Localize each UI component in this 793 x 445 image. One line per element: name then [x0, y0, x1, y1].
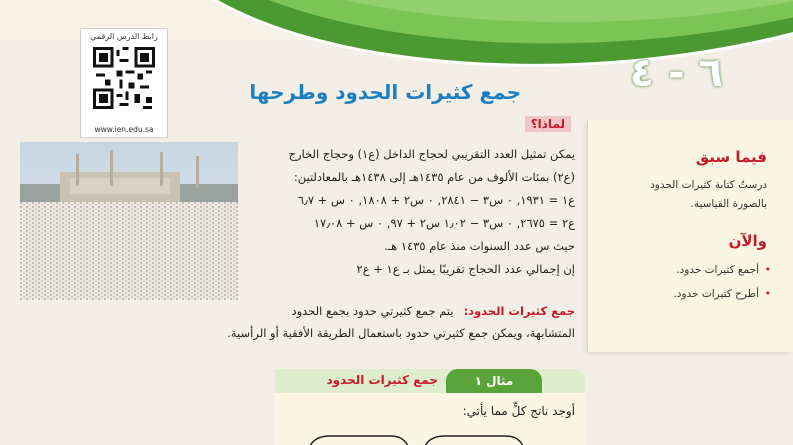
- lesson-number: ٦ - ٤: [629, 50, 723, 96]
- now-list: [673, 258, 773, 306]
- intro-text: [230, 143, 575, 281]
- before-text: درستُ كتابة كثيرات الحدود بالصورة القياسية.: [650, 179, 767, 210]
- objectives-panel: [587, 120, 793, 352]
- intro-line-2: (ع٢) بمئات الألوف من عام ١٤٣٥هـ إلى ١٤٣٨هـ بالمعادلتين:: [293, 170, 575, 184]
- sum-definition: [5, 300, 575, 344]
- where-text: حيث س عدد السنوات منذ عام ١٤٣٥ هـ.: [384, 239, 575, 253]
- qr-card[interactable]: [80, 28, 168, 138]
- intro-line-1: يمكن تمثيل العدد التقريبي لحجاج الداخل (ع١) وحجاج الخارج: [288, 147, 575, 161]
- example-title: جمع كثيرات الحدود: [326, 373, 438, 387]
- before-heading: فيما سبق: [695, 148, 767, 166]
- example-tab: [446, 369, 542, 393]
- sum-term: جمع كثيرات الحدود:: [463, 304, 575, 318]
- why-label-text: لماذا؟: [525, 116, 571, 132]
- equation-1: ع١ = ١٩٣١, ٠ س٣ − ٢٨٤١, ٠ س٢ + ١٨٠٨, ٠ س + ٦٫٧: [297, 193, 575, 207]
- now-heading: والآن: [728, 232, 767, 250]
- total-text: إن إجمالي عدد الحجاج تقريبًا يمثل بـ ع١ + ع٢: [356, 262, 575, 276]
- hajj-photo: [20, 142, 238, 300]
- equation-2: ع٢ = ٢٦٧٥, ٠ س٣ − ١٫٠٢ س٢ + ٩٧, ٠ س + ١٧٫٠٨: [313, 216, 575, 230]
- why-label: [525, 113, 571, 132]
- sum-text-2: المتشابهة، ويمكن جمع كثيرتي حدود باستعمال الطريقة الأفقية أو الرأسية.: [227, 326, 575, 340]
- example-question: أوجد ناتج كلٍّ مما يأتي:: [462, 404, 575, 418]
- example-tab-label: مثال ١: [474, 374, 514, 388]
- qr-code-icon: [93, 47, 155, 109]
- now-item: • أجمع كثيرات حدود.: [673, 258, 759, 282]
- qr-label: رابط الدرس الرقمي: [90, 32, 158, 41]
- lesson-title: جمع كثيرات الحدود وطرحها: [249, 80, 521, 104]
- qr-url[interactable]: www.ien.edu.sa: [94, 125, 154, 134]
- now-item: • أطرح كثيرات حدود.: [673, 282, 759, 306]
- example-equation-partial: [300, 432, 530, 445]
- sum-text-1: يتم جمع كثيرتي حدود بجمع الحدود: [291, 304, 454, 318]
